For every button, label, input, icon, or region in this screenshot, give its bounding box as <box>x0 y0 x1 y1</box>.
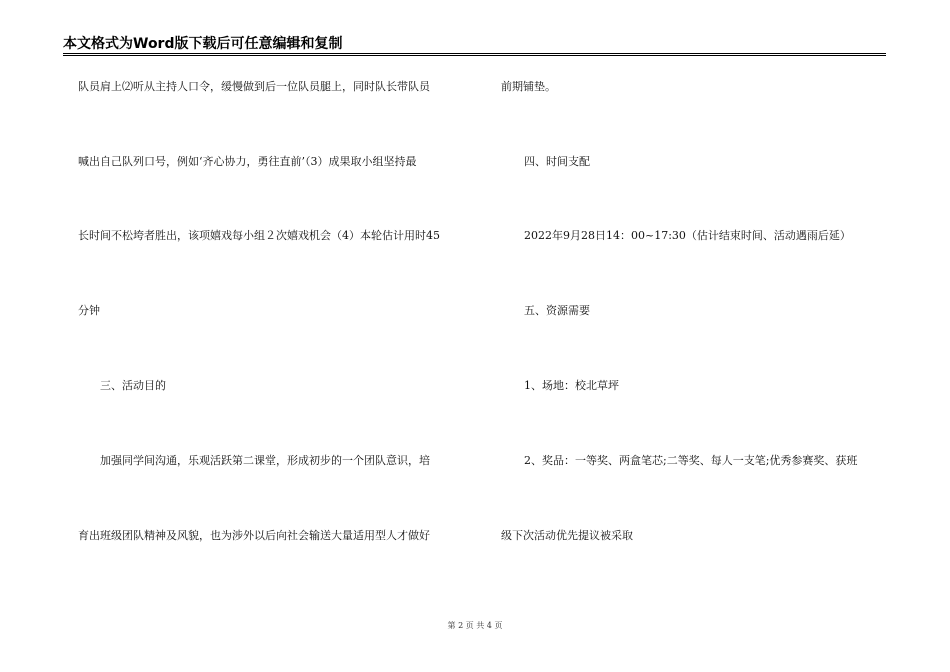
right-section-heading-4: 四、时间支配 <box>524 155 590 168</box>
right-line-7: 级下次活动优先提议被采取 <box>501 529 633 542</box>
document-header <box>63 36 886 54</box>
left-section-heading-3: 三、活动目的 <box>100 379 166 392</box>
left-line-1: 队员肩上⑵听从主持人口令，缓慢做到后一位队员腿上，同时队长带队员 <box>78 80 430 93</box>
left-line-3: 长时间不松垮者胜出，该项嬉戏每小组２次嬉戏机会（4）本轮估计用时45 <box>78 229 440 242</box>
left-line-2: 喊出自己队列口号，例如‘齐心协力，勇往直前’（3）成果取小组坚持最 <box>78 155 417 168</box>
left-line-6: 加强同学间沟通，乐观活跃第二课堂，形成初步的一个团队意识，培 <box>100 454 430 467</box>
header-rule <box>63 53 886 54</box>
right-line-5: 1、场地：校北草坪 <box>524 379 619 392</box>
page-number-footer: 第 2 页 共 4 页 <box>447 621 503 630</box>
right-line-6: 2、奖品：一等奖、两盒笔芯;二等奖、每人一支笔;优秀参赛奖、获班 <box>524 454 858 467</box>
right-line-3: 2022年9月28日14：00~17:30（估计结束时间、活动遇雨后延） <box>524 229 851 242</box>
header-rule-secondary <box>63 55 886 56</box>
left-line-4: 分钟 <box>78 304 100 317</box>
right-line-1: 前期铺垫。 <box>501 80 556 93</box>
left-line-7: 育出班级团队精神及风貌，也为涉外以后向社会输送大量适用型人才做好 <box>78 529 430 542</box>
header-title: 本文格式为Word版下载后可任意编辑和复制 <box>63 36 343 52</box>
right-section-heading-5: 五、资源需要 <box>524 304 590 317</box>
